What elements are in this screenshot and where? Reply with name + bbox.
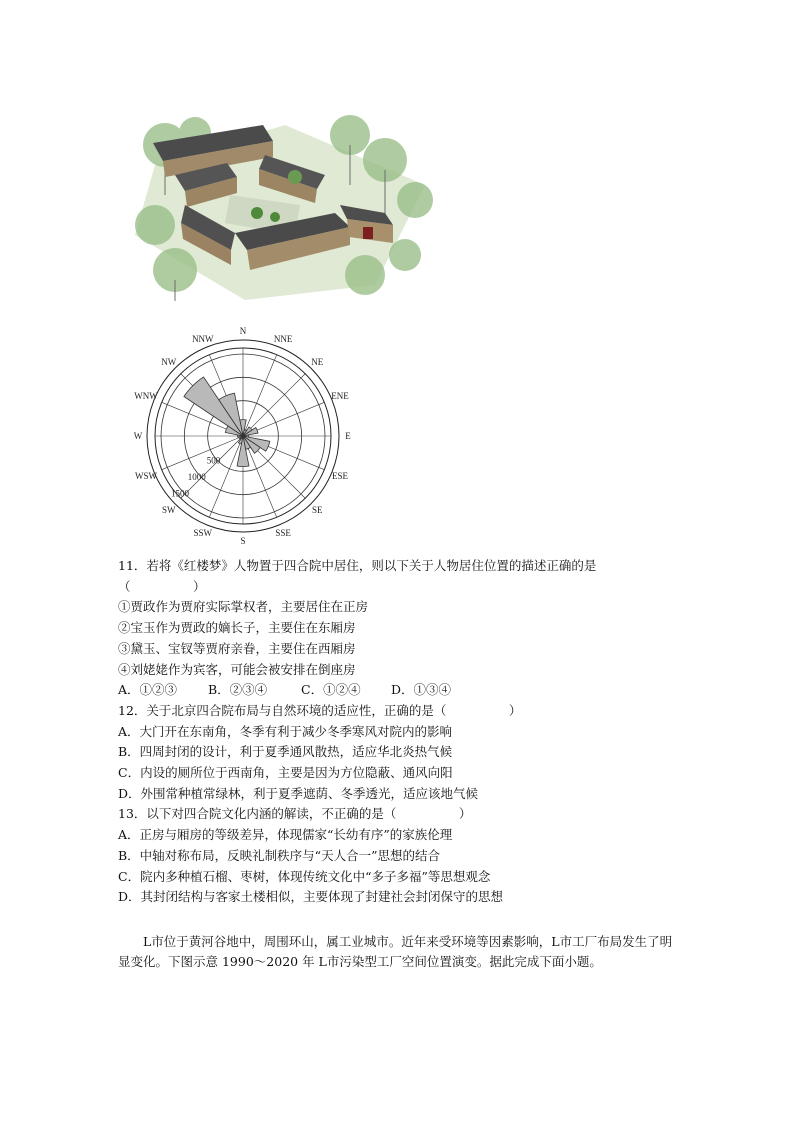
question-block	[118, 556, 678, 908]
rose-dir-label: WSW	[134, 471, 157, 482]
wind-rose-chart	[118, 326, 363, 546]
q11-item-2: ②宝玉作为贾政的嫡长子，主要住在东厢房	[118, 620, 356, 636]
q11-blank: （ ）	[118, 578, 206, 594]
rose-dir-label: SE	[311, 505, 323, 516]
q11-option-a: A．①②③	[118, 682, 178, 698]
q12-option-b: B．四周封闭的设计，利于夏季通风散热，适应华北炎热气候	[118, 744, 453, 760]
rose-dir-label: ESE	[331, 471, 349, 482]
q11-stem: 11．若将《红楼梦》人物置于四合院中居住，则以下关于人物居住位置的描述正确的是	[118, 558, 597, 573]
q11-item-3: ③黛玉、宝钗等贾府亲眷，主要住在西厢房	[118, 640, 356, 656]
rose-dir-label: W	[133, 431, 143, 441]
rose-spoke	[243, 355, 277, 436]
q12-option-a: A．大门开在东南角，冬季有利于减少冬季寒风对院内的影响	[118, 723, 453, 739]
q11-option-c: C．①②④	[301, 682, 361, 698]
rose-spoke	[181, 436, 243, 498]
rose-dir-label: SSE	[275, 528, 291, 539]
q11-item-4: ④刘姥姥作为宾客，可能会被安排在倒座房	[118, 661, 356, 677]
rose-spoke	[206, 436, 243, 517]
rose-dir-label: WNW	[134, 390, 158, 401]
wind-rose-ring-labels	[171, 456, 221, 499]
rose-dir-label: NNE	[273, 333, 293, 344]
siheyuan-illustration	[135, 105, 435, 301]
rose-dir-label: NNW	[192, 333, 214, 344]
rose-ring-label: 1500	[170, 488, 189, 499]
rose-spoke	[162, 436, 243, 470]
rose-dir-label: E	[345, 431, 351, 441]
rose-spoke	[243, 374, 305, 436]
q12-option-d: D．外围常种植常绿林，利于夏季遮荫、冬季透光，适应该地气候	[118, 785, 479, 801]
q12-option-c: C．内设的厕所位于西南角，主要是因为方位隐蔽、通风向阳	[118, 765, 453, 781]
rose-dir-label: SSW	[193, 528, 213, 539]
rose-ring-label: 500	[206, 455, 221, 466]
q11-option-d: D．①③④	[391, 682, 452, 698]
rose-dir-label: N	[239, 326, 247, 336]
q12-stem: 12．关于北京四合院布局与自然环境的适应性，正确的是（ ）	[118, 702, 522, 718]
q13-option-a: A．正房与厢房的等级差异，体现儒家“长幼有序”的家族伦理	[118, 827, 453, 843]
rose-dir-label: SW	[162, 505, 176, 516]
reading-passage: L市位于黄河谷地中，周围环山，属工业城市。近年来受环境等因素影响，L市工厂布局发生了明显变化。下图示意 1990～2020 年 L市污染型工厂空间位置演变。据此完成下面小题。	[118, 934, 673, 969]
q11-options	[118, 680, 678, 701]
rose-dir-label: NW	[161, 356, 177, 367]
q13-stem: 13．以下对四合院文化内涵的解读，不正确的是（ ）	[118, 806, 472, 822]
q13-option-d: D．其封闭结构与客家土楼相似，主要体现了封建社会封闭保守的思想	[118, 889, 504, 905]
rose-dir-label: NE	[311, 356, 324, 367]
q11-option-b: B．②③④	[208, 682, 268, 698]
rose-dir-label: ENE	[331, 390, 349, 401]
rose-dir-label: S	[240, 536, 246, 546]
rose-ring-label: 1000	[187, 472, 206, 483]
q13-option-c: C．院内多种植石榴、枣树，体现传统文化中“多子多福”等思想观念	[118, 868, 491, 884]
q11-item-1: ①贾政作为贾府实际掌权者，主要居住在正房	[118, 599, 369, 615]
q13-option-b: B．中轴对称布局，反映礼制秩序与“天人合一”思想的结合	[118, 847, 440, 863]
